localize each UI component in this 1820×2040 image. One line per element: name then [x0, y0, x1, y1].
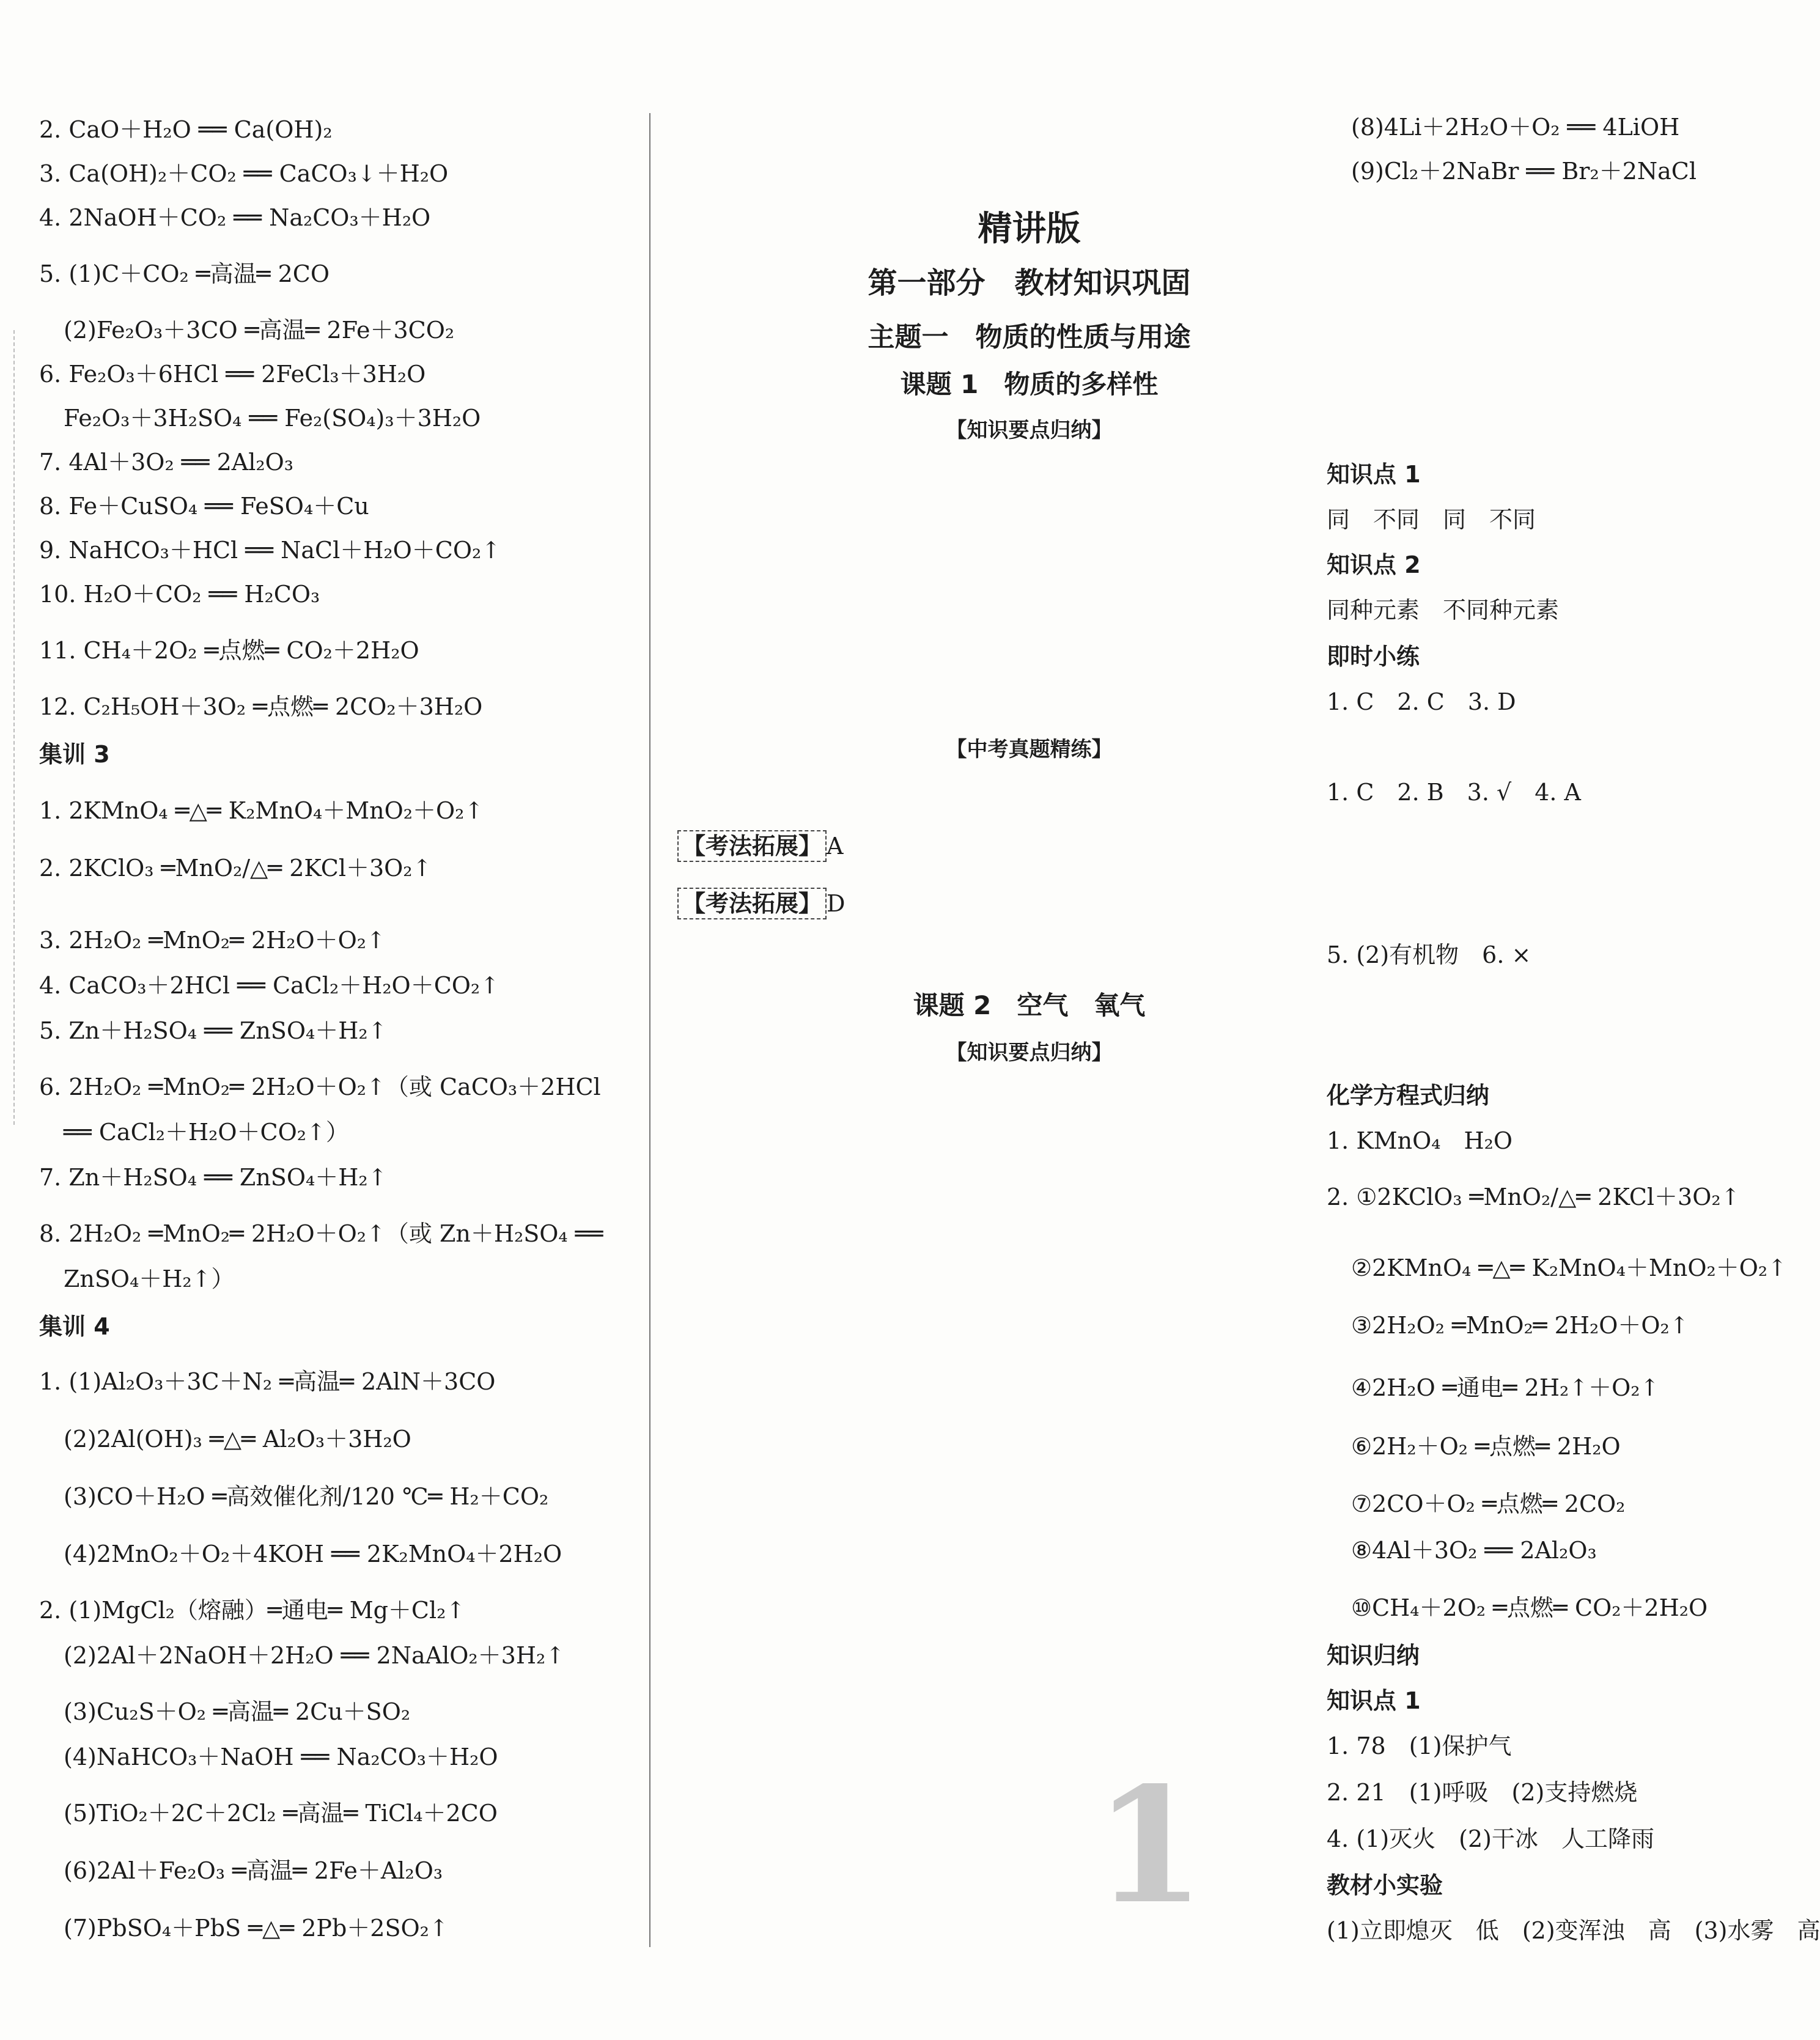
binding-margin-line — [13, 330, 15, 1125]
answer-line: ZnSO₄＋H₂↑） — [64, 1265, 235, 1292]
answer-line: 12. C₂H₅OH＋3O₂ ═点燃═ 2CO₂＋3H₂O — [39, 693, 483, 720]
answer-line: 2. 2KClO₃ ═MnO₂/△═ 2KCl＋3O₂↑ — [39, 855, 432, 882]
section-heading: 教材小实验 — [1327, 1872, 1443, 1899]
lesson-2-summary-heading: 【知识要点归纳】 — [946, 1040, 1113, 1065]
answer-line: 1. C 2. C 3. D — [1327, 688, 1516, 715]
expansion-answer: A — [827, 833, 844, 860]
answer-line: ⑩CH₄＋2O₂ ═点燃═ CO₂＋2H₂O — [1351, 1594, 1708, 1621]
answer-line: (1)立即熄灭 低 (2)变浑浊 高 (3)水雾 高 — [1327, 1917, 1820, 1944]
expansion-box-2 — [677, 888, 845, 919]
section-heading: 知识点 2 — [1327, 551, 1421, 578]
answer-line: 6. 2H₂O₂ ═MnO₂═ 2H₂O＋O₂↑（或 CaCO₃＋2HCl — [39, 1073, 601, 1100]
answer-line: 同 不同 同 不同 — [1327, 506, 1536, 533]
section-heading: 知识点 1 — [1327, 1687, 1421, 1714]
answer-line: ══ CaCl₂＋H₂O＋CO₂↑） — [64, 1119, 349, 1146]
answer-line: 5. (1)C＋CO₂ ═高温═ 2CO — [39, 260, 330, 287]
answer-line: 1. 78 (1)保护气 — [1327, 1733, 1512, 1759]
answer-line: (2)2Al(OH)₃ ═△═ Al₂O₃＋3H₂O — [64, 1426, 411, 1453]
answer-line: ⑧4Al＋3O₂ ══ 2Al₂O₃ — [1351, 1537, 1597, 1564]
answer-line: (2)Fe₂O₃＋3CO ═高温═ 2Fe＋3CO₂ — [64, 317, 455, 344]
answer-line: (4)NaHCO₃＋NaOH ══ Na₂CO₃＋H₂O — [64, 1744, 498, 1770]
answer-line: 3. Ca(OH)₂＋CO₂ ══ CaCO₃↓＋H₂O — [39, 160, 449, 187]
answer-line: 2. CaO＋H₂O ══ Ca(OH)₂ — [39, 116, 333, 143]
edition-title: 精讲版 — [978, 208, 1081, 249]
answer-line: ④2H₂O ═通电═ 2H₂↑＋O₂↑ — [1351, 1374, 1660, 1401]
answer-line: 1. KMnO₄ H₂O — [1327, 1127, 1513, 1154]
answer-line: 3. 2H₂O₂ ═MnO₂═ 2H₂O＋O₂↑ — [39, 927, 386, 954]
answer-line: 2. 21 (1)呼吸 (2)支持燃烧 — [1327, 1779, 1638, 1806]
expansion-answer: D — [827, 890, 846, 917]
answer-line: 4. (1)灭火 (2)干冰 人工降雨 — [1327, 1825, 1654, 1852]
answer-line: 7. Zn＋H₂SO₄ ══ ZnSO₄＋H₂↑ — [39, 1164, 388, 1191]
answer-line: (4)2MnO₂＋O₂＋4KOH ══ 2K₂MnO₄＋2H₂O — [64, 1541, 562, 1567]
answer-line: 9. NaHCO₃＋HCl ══ NaCl＋H₂O＋CO₂↑ — [39, 537, 501, 564]
answer-line: 同种元素 不同种元素 — [1327, 597, 1560, 624]
answer-line: (2)2Al＋2NaOH＋2H₂O ══ 2NaAlO₂＋3H₂↑ — [64, 1642, 566, 1669]
section-heading: 集训 4 — [39, 1313, 110, 1340]
expansion-label: 【考法拓展】 — [677, 830, 827, 862]
section-heading: 知识归纳 — [1327, 1642, 1420, 1669]
answer-line: 5. Zn＋H₂SO₄ ══ ZnSO₄＋H₂↑ — [39, 1017, 388, 1044]
lesson-1-title: 课题 1 物质的多样性 — [900, 369, 1159, 399]
answer-line: 11. CH₄＋2O₂ ═点燃═ CO₂＋2H₂O — [39, 637, 419, 664]
theme-title: 主题一 物质的性质与用途 — [868, 322, 1191, 353]
section-heading: 即时小练 — [1327, 643, 1420, 670]
lesson-2-title: 课题 2 空气 氧气 — [913, 990, 1146, 1020]
answer-line: 1. C 2. B 3. √ 4. A — [1327, 779, 1581, 806]
answer-line: ⑦2CO＋O₂ ═点燃═ 2CO₂ — [1351, 1490, 1626, 1517]
lesson-1-summary-heading: 【知识要点归纳】 — [946, 418, 1113, 443]
answer-line: (7)PbSO₄＋PbS ═△═ 2Pb＋2SO₂↑ — [64, 1915, 449, 1942]
answer-line: ⑥2H₂＋O₂ ═点燃═ 2H₂O — [1351, 1433, 1621, 1460]
answer-line: 8. 2H₂O₂ ═MnO₂═ 2H₂O＋O₂↑（或 Zn＋H₂SO₄ ══ — [39, 1220, 603, 1247]
answer-line: (5)TiO₂＋2C＋2Cl₂ ═高温═ TiCl₄＋2CO — [64, 1800, 498, 1827]
answer-line: (3)CO＋H₂O ═高效催化剂/120 ℃═ H₂＋CO₂ — [64, 1483, 549, 1510]
section-heading: 知识点 1 — [1327, 461, 1421, 488]
answer-line: 6. Fe₂O₃＋6HCl ══ 2FeCl₃＋3H₂O — [39, 361, 426, 388]
answer-line: ②2KMnO₄ ═△═ K₂MnO₄＋MnO₂＋O₂↑ — [1351, 1254, 1787, 1281]
answer-line: Fe₂O₃＋3H₂SO₄ ══ Fe₂(SO₄)₃＋3H₂O — [64, 405, 481, 432]
section-heading: 集训 3 — [39, 741, 110, 768]
answer-line: 1. 2KMnO₄ ═△═ K₂MnO₄＋MnO₂＋O₂↑ — [39, 797, 484, 824]
answer-line: 10. H₂O＋CO₂ ══ H₂CO₃ — [39, 581, 320, 608]
answer-line: 2. ①2KClO₃ ═MnO₂/△═ 2KCl＋3O₂↑ — [1327, 1184, 1741, 1210]
answer-line: ③2H₂O₂ ═MnO₂═ 2H₂O＋O₂↑ — [1351, 1312, 1689, 1339]
answer-line: 5. (2)有机物 6. × — [1327, 941, 1531, 968]
section-heading: 化学方程式归纳 — [1327, 1082, 1490, 1109]
answer-line: (6)2Al＋Fe₂O₃ ═高温═ 2Fe＋Al₂O₃ — [64, 1857, 443, 1884]
answer-line: 4. 2NaOH＋CO₂ ══ Na₂CO₃＋H₂O — [39, 204, 431, 231]
expansion-box-1 — [677, 830, 843, 862]
answer-line: (8)4Li＋2H₂O＋O₂ ══ 4LiOH — [1351, 114, 1680, 141]
answer-line: 8. Fe＋CuSO₄ ══ FeSO₄＋Cu — [39, 493, 369, 520]
answer-line: 7. 4Al＋3O₂ ══ 2Al₂O₃ — [39, 449, 293, 476]
answer-line: 2. (1)MgCl₂（熔融）═通电═ Mg＋Cl₂↑ — [39, 1597, 466, 1624]
answer-line: 1. (1)Al₂O₃＋3C＋N₂ ═高温═ 2AlN＋3CO — [39, 1368, 496, 1395]
part-title: 第一部分 教材知识巩固 — [868, 266, 1191, 300]
answer-line: (3)Cu₂S＋O₂ ═高温═ 2Cu＋SO₂ — [64, 1698, 411, 1725]
answer-line: 4. CaCO₃＋2HCl ══ CaCl₂＋H₂O＋CO₂↑ — [39, 972, 500, 999]
answer-line: (9)Cl₂＋2NaBr ══ Br₂＋2NaCl — [1351, 158, 1697, 185]
page-number: 1 — [1094, 1753, 1205, 1939]
exam-heading: 【中考真题精练】 — [946, 737, 1113, 762]
expansion-label: 【考法拓展】 — [677, 888, 827, 919]
